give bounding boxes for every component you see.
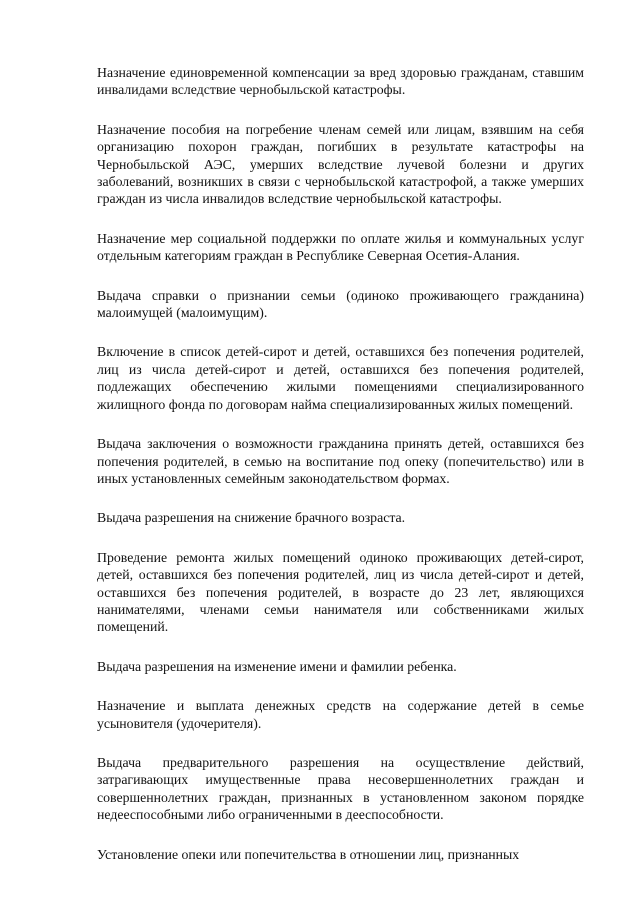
paragraph: Выдача заключения о возможности гражданина принять детей, оставшихся без попечения родителей, в семью на воспитание под опеку (попечительство) или в иных установленных семейным законодательством формах. [97,436,584,486]
paragraph: Назначение мер социальной поддержки по оплате жилья и коммунальных услуг отдельным категориям граждан в Республике Северная Осетия-Алания. [97,230,584,264]
paragraph: Выдача разрешения на снижение брачного возраста. [97,510,406,526]
paragraph: Установление опеки или попечительства в отношении лиц, признанных [97,846,520,862]
paragraph: Назначение и выплата денежных средств на содержание детей в семье усыновителя (удочерителя). [97,698,584,731]
paragraph: Назначение единовременной компенсации за вред здоровью гражданам, ставшим инвалидами вследствие чернобыльской катастрофы. [97,65,584,98]
paragraph: Выдача предварительного разрешения на осуществление действий, затрагивающих имущественные права несовершеннолетних граждан и совершеннолетних граждан, признанных в установленном законом порядке недееспособными либо ограниченными в дееспособности. [97,754,584,823]
paragraph: Проведение ремонта жилых помещений одиноко проживающих детей-сирот, детей, оставшихся без попечения родителей, лиц из числа детей-сирот и детей, оставшихся без попечения родителей, в возрасте до 23 лет, являющихся нанимателями, членами семьи нанимателя или собственниками жилых помещений. [97,549,584,635]
paragraph: Назначение пособия на погребение членам семей или лицам, взявшим на себя организацию похорон граждан, погибших в результате катастрофы на Чернобыльской АЭС, умерших вследствие лучевой болезни и других заболеваний, возникших в связи с чернобыльской катастрофой, а также умерших граждан из числа инвалидов вследствие чернобыльской катастрофы. [97,121,584,207]
document-body [97,64,584,863]
paragraph: Выдача справки о признании семьи (одиноко проживающего гражданина) малоимущей (малоимущим). [97,287,584,321]
paragraph: Выдача разрешения на изменение имени и фамилии ребенка. [97,658,457,674]
paragraph: Включение в список детей-сирот и детей, оставшихся без попечения родителей, лиц из числа детей-сирот и детей, оставшихся без попечения родителей, подлежащих обеспечению жилыми помещениями специализированного жилищного фонда по договорам найма специализированных жилых помещений. [97,344,584,412]
